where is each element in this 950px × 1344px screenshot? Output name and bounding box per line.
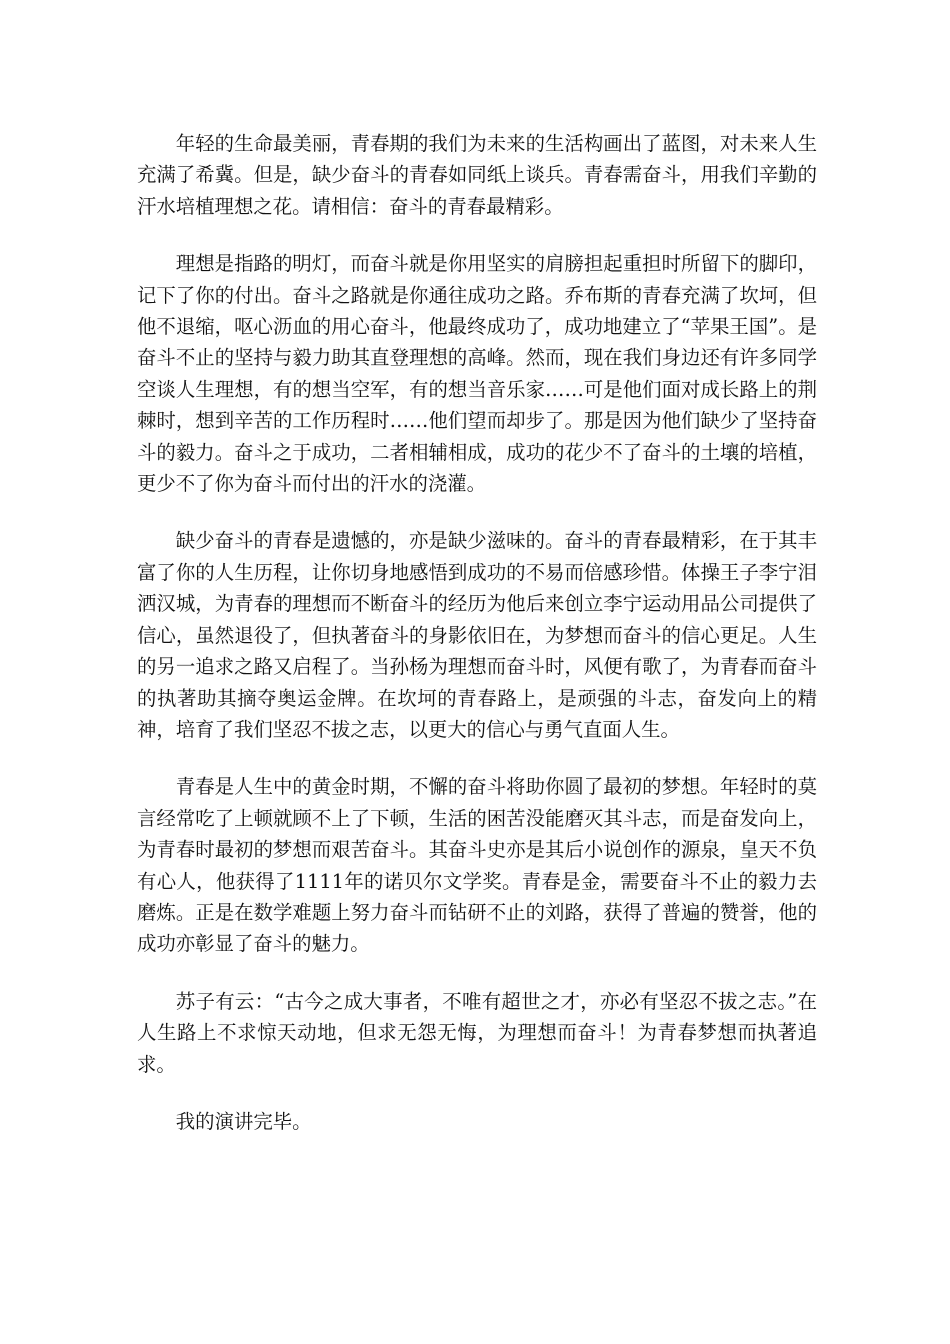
paragraph-2: 理想是指路的明灯，而奋斗就是你用坚实的肩膀担起重担时所留下的脚印，记下了你的付出。奋斗之路就是你通往成功之路。乔布斯的青春充满了坎坷，但他不退缩，呕心沥血的用心奋斗，他最终成功了，成功地建立了“苹果王国”。是奋斗不止的坚持与毅力助其直登理想的高峰。然而，现在我们身边还有许多同学空谈人生理想，有的想当空军，有的想当音乐家……可是他们面对成长路上的荆棘时，想到辛苦的工作历程时……他们望而却步了。那是因为他们缺少了坚持奋斗的毅力。奋斗之于成功，二者相辅相成，成功的花少不了奋斗的土壤的培植，更少不了你为奋斗而付出的汗水的浇灌。 [137, 252, 817, 496]
paragraph-3: 缺少奋斗的青春是遗憾的，亦是缺少滋味的。奋斗的青春最精彩，在于其丰富了你的人生历程，让你切身地感悟到成功的不易而倍感珍惜。体操王子李宁泪洒汉城，为青春的理想而不断奋斗的经历为他后来创立李宁运动用品公司提供了信心，虽然退役了，但执著奋斗的身影依旧在，为梦想而奋斗的信心更足。人生的另一追求之路又启程了。当孙杨为理想而奋斗时，风便有歌了，为青春而奋斗的执著助其摘夺奥运金牌。在坎坷的青春路上，是顽强的斗志，奋发向上的精神，培育了我们坚忍不拔之志，以更大的信心与勇气直面人生。 [137, 529, 817, 741]
paragraph-4: 青春是人生中的黄金时期，不懈的奋斗将助你圆了最初的梦想。年轻时的莫言经常吃了上顿就顾不上了下顿，生活的困苦没能磨灭其斗志，而是奋发向上，为青春时最初的梦想而艰苦奋斗。其奋斗史亦是其后小说创作的源泉，皇天不负有心人，他获得了1111年的诺贝尔文学奖。青春是金，需要奋斗不止的毅力去磨炼。正是在数学难题上努力奋斗而钻研不止的刘路，获得了普遍的赞誉，他的成功亦彰显了奋斗的魅力。 [137, 775, 817, 956]
paragraph-5: 苏子有云：“古今之成大事者，不唯有超世之才，亦必有坚忍不拔之志。”在人生路上不求惊天动地，但求无怨无悔，为理想而奋斗！为青春梦想而执著追求。 [137, 989, 817, 1076]
paragraph-6: 我的演讲完毕。 [175, 1109, 312, 1133]
paragraph-1: 年轻的生命最美丽，青春期的我们为未来的生活构画出了蓝图，对未来人生充满了希冀。但是，缺少奋斗的青春如同纸上谈兵。青春需奋斗，用我们辛勤的汗水培植理想之花。请相信：奋斗的青春最精彩。 [137, 132, 817, 218]
